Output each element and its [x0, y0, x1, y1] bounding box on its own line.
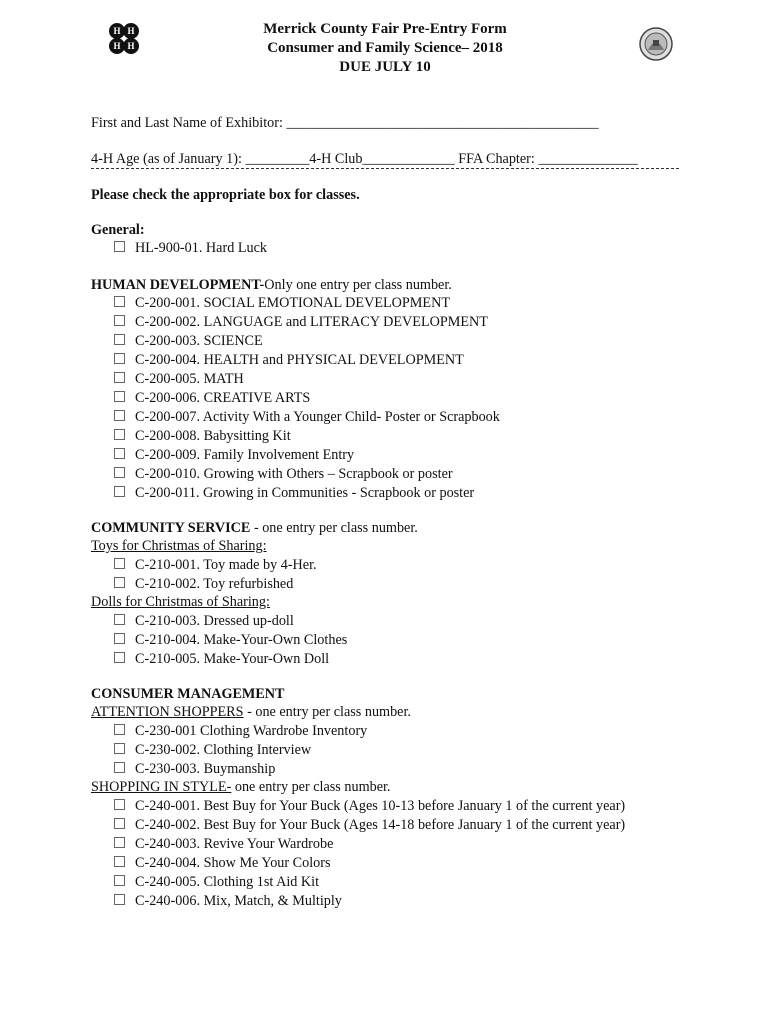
svg-text:H: H	[113, 41, 121, 51]
checkbox-item[interactable]	[114, 797, 625, 815]
class-label: C-230-002. Clothing Interview	[135, 742, 312, 758]
class-label: C-210-002. Toy refurbished	[135, 576, 294, 592]
checkbox[interactable]	[114, 724, 125, 735]
checkbox[interactable]	[114, 334, 125, 345]
checkbox[interactable]	[114, 558, 125, 569]
section-note: - one entry per class number.	[250, 520, 418, 536]
checkbox[interactable]	[114, 894, 125, 905]
community-service-heading	[91, 519, 418, 537]
dolls-subheading: Dolls for Christmas of Sharing:	[91, 594, 270, 610]
class-label: C-200-005. MATH	[135, 371, 244, 387]
class-label: C-200-008. Babysitting Kit	[135, 428, 291, 444]
checkbox-item[interactable]	[114, 741, 311, 759]
checkbox-item[interactable]	[114, 389, 310, 407]
dashed-divider	[91, 168, 679, 179]
class-label: C-230-003. Buymanship	[135, 761, 276, 777]
class-label: HL-900-01. Hard Luck	[135, 240, 267, 256]
checkbox-item[interactable]	[114, 835, 333, 853]
checkbox-item[interactable]	[114, 465, 453, 483]
checkbox-item[interactable]	[114, 408, 500, 426]
checkbox[interactable]	[114, 448, 125, 459]
checkbox-item[interactable]	[114, 873, 319, 891]
checkbox-item[interactable]	[114, 650, 329, 668]
checkbox[interactable]	[114, 614, 125, 625]
consumer-management-heading: CONSUMER MANAGEMENT	[91, 686, 285, 702]
checkbox-item[interactable]	[114, 351, 464, 369]
checkbox-item[interactable]	[114, 446, 354, 464]
form-header	[0, 20, 770, 77]
class-label: C-210-005. Make-Your-Own Doll	[135, 651, 330, 667]
class-label: C-200-003. SCIENCE	[135, 333, 263, 349]
checkbox[interactable]	[114, 372, 125, 383]
checkbox-item[interactable]	[114, 816, 625, 834]
checkbox-item[interactable]	[114, 484, 474, 502]
form-subtitle: Consumer and Family Science– 2018	[267, 40, 503, 56]
class-label: C-200-010. Growing with Others – Scrapbook or poster	[135, 466, 453, 482]
checkbox-item[interactable]	[114, 427, 291, 445]
class-label: C-240-005. Clothing 1st Aid Kit	[135, 874, 320, 890]
class-label: C-240-001. Best Buy for Your Buck (Ages 10-13 before January 1 of the current year)	[135, 798, 626, 814]
class-label: C-200-009. Family Involvement Entry	[135, 447, 355, 463]
checkbox[interactable]	[114, 633, 125, 644]
checkbox[interactable]	[114, 762, 125, 773]
class-label: C-210-001. Toy made by 4-Her.	[135, 557, 317, 573]
age-club-chapter-field[interactable]: 4-H Age (as of January 1): _________4-H Club_____________ FFA Chapter: ______________	[91, 151, 638, 167]
svg-text:H: H	[127, 26, 135, 36]
checkbox[interactable]	[114, 856, 125, 867]
checkbox-item[interactable]	[114, 612, 294, 630]
attention-shoppers-subheading	[91, 703, 411, 721]
checkbox[interactable]	[114, 467, 125, 478]
checkbox[interactable]	[114, 296, 125, 307]
checkbox-item[interactable]	[114, 722, 367, 740]
checkbox[interactable]	[114, 429, 125, 440]
checkbox-item[interactable]	[114, 556, 317, 574]
checkbox[interactable]	[114, 652, 125, 663]
class-label: C-200-002. LANGUAGE and LITERACY DEVELOPMENT	[135, 314, 488, 330]
class-label: C-210-003. Dressed up-doll	[135, 613, 294, 629]
checkbox-item[interactable]	[114, 575, 293, 593]
checkbox-item[interactable]	[114, 294, 450, 312]
shopping-in-style-subheading	[91, 778, 390, 796]
checkbox-item[interactable]	[114, 631, 347, 649]
checkbox[interactable]	[114, 577, 125, 588]
checkbox-item[interactable]	[114, 332, 263, 350]
class-label: C-240-003. Revive Your Wardrobe	[135, 836, 334, 852]
subsection-title: ATTENTION SHOPPERS	[91, 704, 244, 720]
class-label: C-200-007. Activity With a Younger Child- Poster or Scrapbook	[135, 409, 500, 425]
subsection-note: one entry per class number.	[231, 779, 391, 795]
checkbox[interactable]	[114, 818, 125, 829]
exhibitor-name-field[interactable]: First and Last Name of Exhibitor: ____________________________________________	[91, 115, 599, 131]
checkbox-item[interactable]	[114, 854, 331, 872]
section-note: Only one entry per class number.	[264, 277, 452, 293]
class-label: C-210-004. Make-Your-Own Clothes	[135, 632, 348, 648]
class-label: C-200-011. Growing in Communities - Scrapbook or poster	[135, 485, 475, 501]
checkbox[interactable]	[114, 315, 125, 326]
checkbox[interactable]	[114, 353, 125, 364]
svg-text:H: H	[127, 41, 135, 51]
toys-subheading: Toys for Christmas of Sharing:	[91, 538, 267, 554]
instructions: Please check the appropriate box for classes.	[91, 187, 360, 203]
class-label: C-240-002. Best Buy for Your Buck (Ages 14-18 before January 1 of the current year)	[135, 817, 626, 833]
class-label: C-240-004. Show Me Your Colors	[135, 855, 331, 871]
subsection-note: - one entry per class number.	[243, 704, 411, 720]
checkbox[interactable]	[114, 799, 125, 810]
checkbox[interactable]	[114, 241, 125, 252]
checkbox[interactable]	[114, 391, 125, 402]
class-label: C-200-004. HEALTH and PHYSICAL DEVELOPMENT	[135, 352, 464, 368]
general-heading: General:	[91, 222, 145, 238]
class-label: C-230-001 Clothing Wardrobe Inventory	[135, 723, 368, 739]
class-label: C-200-006. CREATIVE ARTS	[135, 390, 311, 406]
subsection-title: SHOPPING IN STYLE-	[91, 779, 232, 795]
checkbox-item[interactable]	[114, 892, 342, 910]
checkbox-item[interactable]	[114, 370, 244, 388]
form-title: Merrick County Fair Pre-Entry Form	[263, 21, 507, 37]
checkbox[interactable]	[114, 743, 125, 754]
class-label: C-240-006. Mix, Match, & Multiply	[135, 893, 342, 909]
section-title: COMMUNITY SERVICE	[91, 520, 251, 536]
svg-text:H: H	[113, 26, 121, 36]
class-label: C-200-001. SOCIAL EMOTIONAL DEVELOPMENT	[135, 295, 450, 311]
checkbox[interactable]	[114, 875, 125, 886]
due-date: DUE JULY 10	[339, 59, 431, 75]
checkbox-item[interactable]	[114, 760, 275, 778]
human-development-heading	[91, 276, 452, 294]
section-title: HUMAN DEVELOPMENT-	[91, 277, 265, 293]
checkbox[interactable]	[114, 410, 125, 421]
checkbox[interactable]	[114, 837, 125, 848]
checkbox-item[interactable]	[114, 239, 267, 257]
checkbox-item[interactable]	[114, 313, 488, 331]
checkbox[interactable]	[114, 486, 125, 497]
